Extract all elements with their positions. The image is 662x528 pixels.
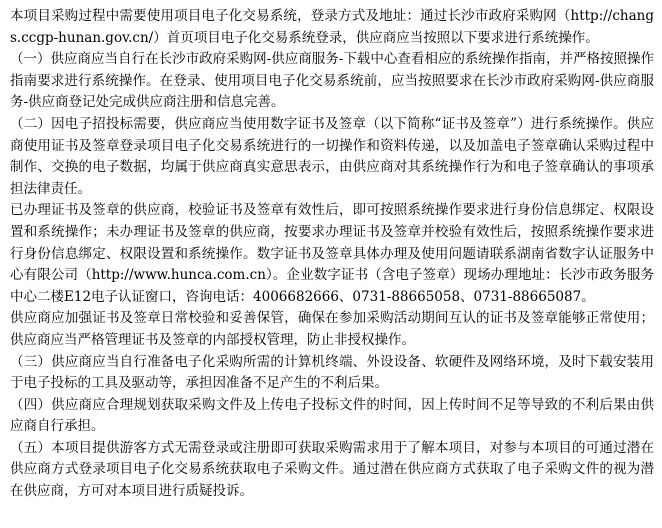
- paragraph-certificate-custody: 供应商应加强证书及签章日常校验和妥善保管，确保在参加采购活动期间互认的证书及签章能够正常使用；供应商应当严格管理证书及签章的内部授权管理，防止非授权操作。: [10, 310, 654, 348]
- paragraph-upload-timing: （四）供应商应合理规划获取采购文件及上传电子投标文件的时间，因上传时间不足等导致的不利后果由供应商自行承担。: [10, 396, 654, 435]
- paragraph-equipment-preparation: （三）供应商应当自行准备电子化采购所需的计算机终端、外设设备、软硬件及网络环境，及时下载安装用于电子投标的工具及驱动等，承担因准备不足产生的不利后果。: [10, 353, 654, 392]
- paragraph-system-login: 本项目采购过程中需要使用项目电子化交易系统，登录方式及地址：通过长沙市政府采购网（http://changs.ccgp-hunan.gov.cn/）首页项目电子化交易系统登录，供应商应当按照以下要求进行系统操作。: [10, 8, 654, 46]
- paragraph-guest-access: （五）本项目提供游客方式无需登录或注册即可获取采购需求用于了解本项目，对参与本项目的可通过潜在供应商方式登录项目电子化交易系统获取电子采购文件。通过潜在供应商方式获取了电子采购文件的视为潜在供应商，方可对本项目进行质疑投诉。: [10, 439, 654, 500]
- paragraph-digital-certificate: （二）因电子招投标需要，供应商应当使用数字证书及签章（以下简称“证书及签章”）进行系统操作。供应商使用证书及签章登录项目电子化交易系统进行的一切操作和资料传递，以及加盖电子签章确认采购过程中制作、交换的电子数据，均属于供应商真实意思表示，由供应商对其系统操作行为和电子签章确认的事项承担法律责任。: [10, 115, 654, 197]
- paragraph-operation-guide: （一）供应商应当自行在长沙市政府采购网-供应商服务-下载中心查看相应的系统操作指南，并严格按照操作指南要求进行系统操作。在登录、使用项目电子化交易系统前，应当按照要求在长沙市政府采购网-供应商服务-供应商登记处完成供应商注册和信息完善。: [10, 51, 654, 111]
- paragraph-certificate-binding: 已办理证书及签章的供应商，校验证书及签章有效性后，即可按照系统操作要求进行身份信息绑定、权限设置和系统操作；未办理证书及签章的供应商，按要求办理证书及签章并校验有效性后，按照系统操作要求进行身份信息绑定、权限设置和系统操作。数字证书及签章具体办理及使用问题请联系湖南省数字认证服务中心有限公司（http://www.hunca.com.cn）。企业数字证书（含电子签章）现场办理地址：长沙市政务服务中心二楼E12电子认证窗口，咨询电话：4006682666、0731-88665058、0731-88665087。: [10, 202, 654, 305]
